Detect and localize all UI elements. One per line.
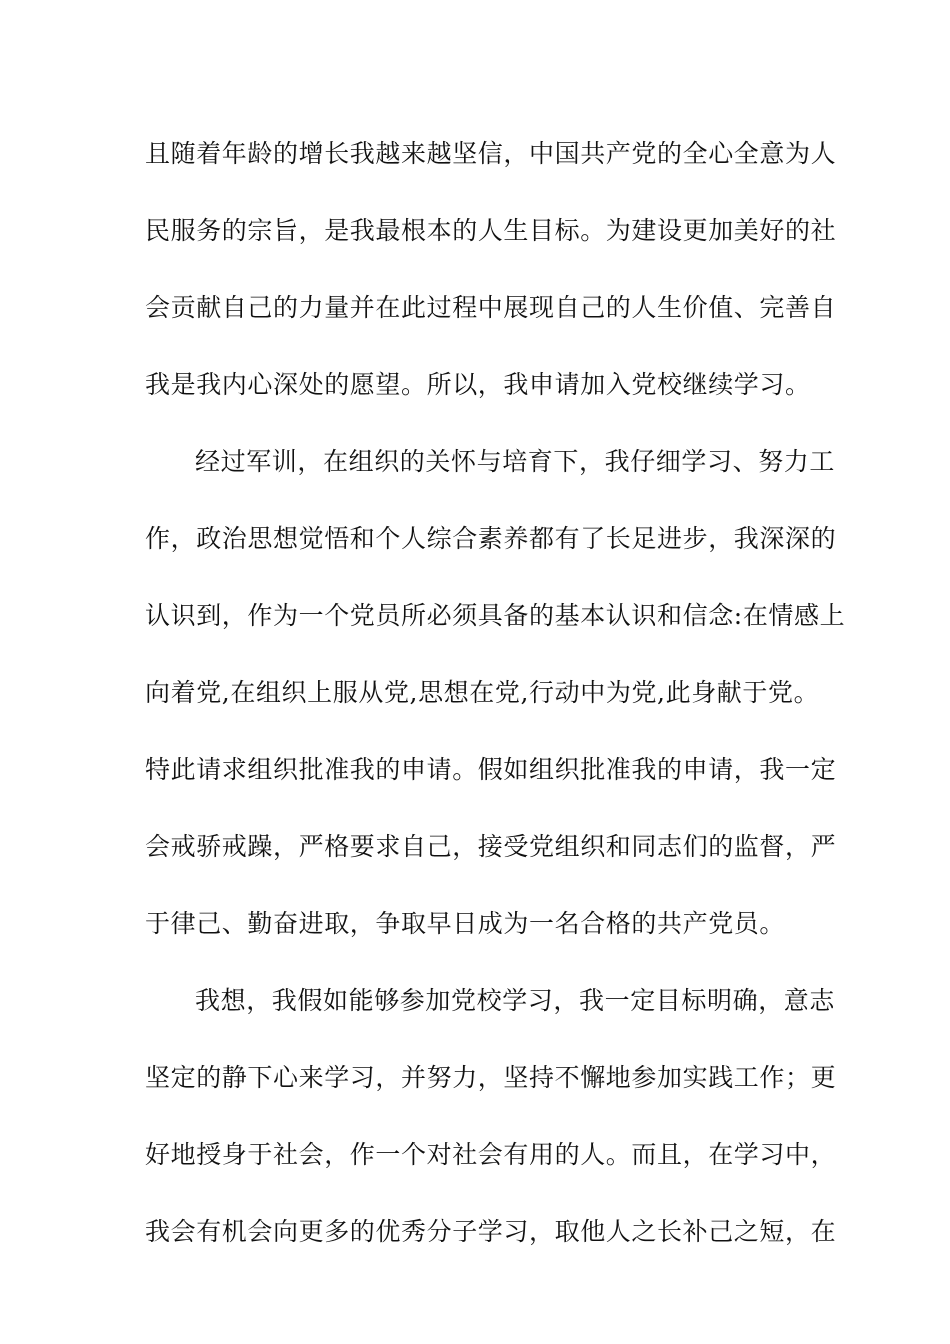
text-line: 会戒骄戒躁，严格要求自己，接受党组织和同志们的监督，严 — [145, 832, 837, 861]
text-line: 我是我内心深处的愿望。所以，我申请加入党校继续学习。 — [145, 370, 811, 399]
text-line: 民服务的宗旨，是我最根本的人生目标。为建设更加美好的社 — [145, 216, 837, 245]
text-line: 于律己、勤奋进取，争取早日成为一名合格的共产党员。 — [145, 909, 786, 938]
text-line: 我会有机会向更多的优秀分子学习，取他人之长补己之短，在 — [145, 1217, 837, 1246]
text-line: 且随着年龄的增长我越来越坚信，中国共产党的全心全意为人 — [145, 139, 837, 168]
text-line: 特此请求组织批准我的申请。假如组织批准我的申请，我一定 — [145, 755, 837, 784]
text-line: 向着党,在组织上服从党,思想在党,行动中为党,此身献于党。 — [145, 678, 820, 707]
text-line: 好地授身于社会，作一个对社会有用的人。而且，在学习中， — [145, 1140, 837, 1169]
text-line: 作，政治思想觉悟和个人综合素养都有了长足进步，我深深的 — [145, 524, 837, 553]
text-line: 会贡献自己的力量并在此过程中展现自己的人生价值、完善自 — [145, 293, 837, 322]
paragraph-start-line: 我想，我假如能够参加党校学习，我一定目标明确，意志 — [195, 986, 836, 1015]
document-body — [145, 128, 846, 1283]
text-line: 认识到，作为一个党员所必须具备的基本认识和信念:在情感上 — [145, 601, 846, 630]
paragraph-start-line: 经过军训，在组织的关怀与培育下，我仔细学习、努力工 — [195, 447, 836, 476]
text-line: 坚定的静下心来学习，并努力，坚持不懈地参加实践工作；更 — [145, 1063, 837, 1092]
